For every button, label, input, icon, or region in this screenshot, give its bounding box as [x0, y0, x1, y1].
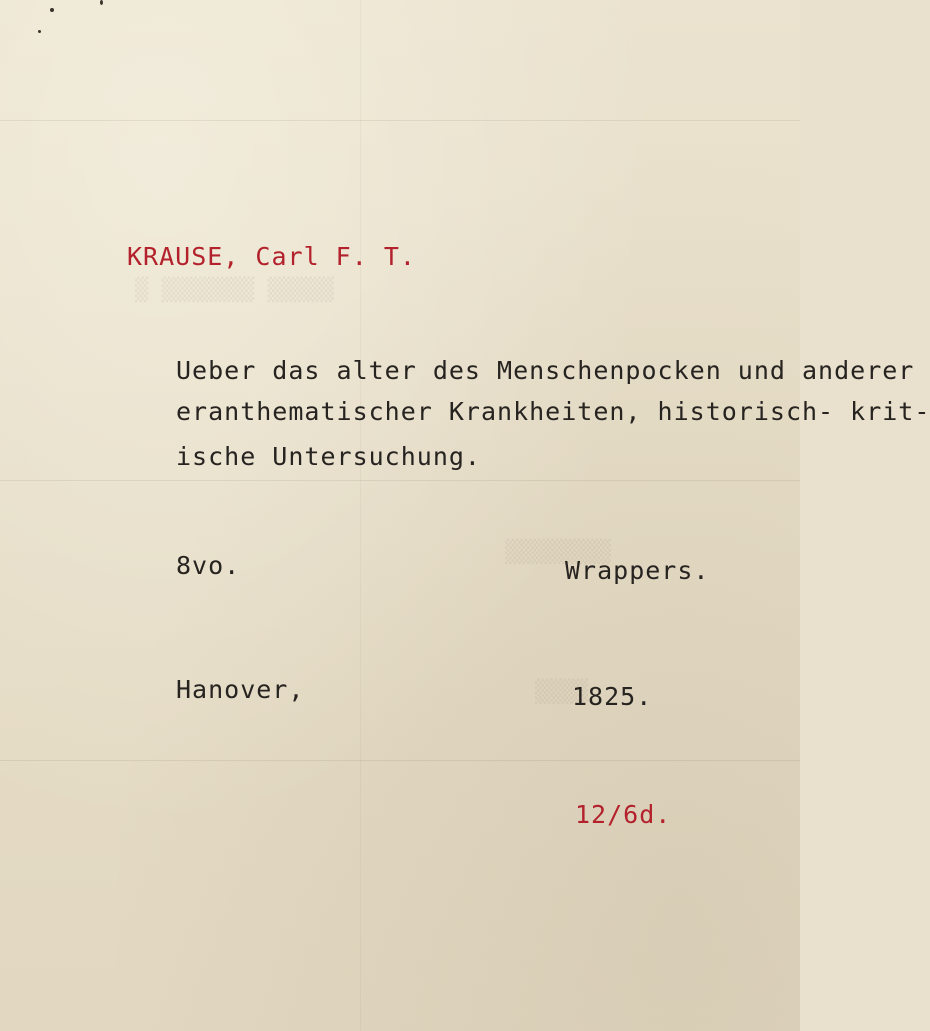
ink-speck [38, 30, 41, 33]
imprint-place: Hanover, [176, 675, 305, 704]
show-through-shadow: ▒▒▒▒▒▒▒▒ [505, 540, 611, 565]
binding-label: Wrappers. [565, 556, 710, 585]
paper-fiber [0, 120, 800, 121]
author-surname: KRAUSE, [127, 242, 240, 271]
ink-speck [50, 8, 54, 12]
title-line-3: ische Untersuchung. [176, 442, 481, 471]
ink-speck [100, 0, 103, 5]
title-line-1: Ueber das alter des Menschenpocken und anderer [176, 356, 915, 385]
format-label: 8vo. [176, 551, 241, 580]
paper-fiber [0, 480, 800, 481]
author-given-names: Carl F. T. [255, 242, 416, 271]
show-through-shadow: ▒▒▒▒ [535, 680, 588, 705]
paper-fiber [0, 760, 800, 761]
show-through-shadow: ▒▒▒▒▒ ▒▒▒▒▒▒▒ ▒ [135, 278, 334, 303]
author-heading [127, 242, 416, 271]
price-label: 12/6d. [575, 800, 672, 829]
title-line-2: eranthematischer Krankheiten, historisch- krit- [176, 397, 930, 426]
paper-fiber [360, 0, 361, 1031]
imprint-year: 1825. [572, 682, 653, 711]
